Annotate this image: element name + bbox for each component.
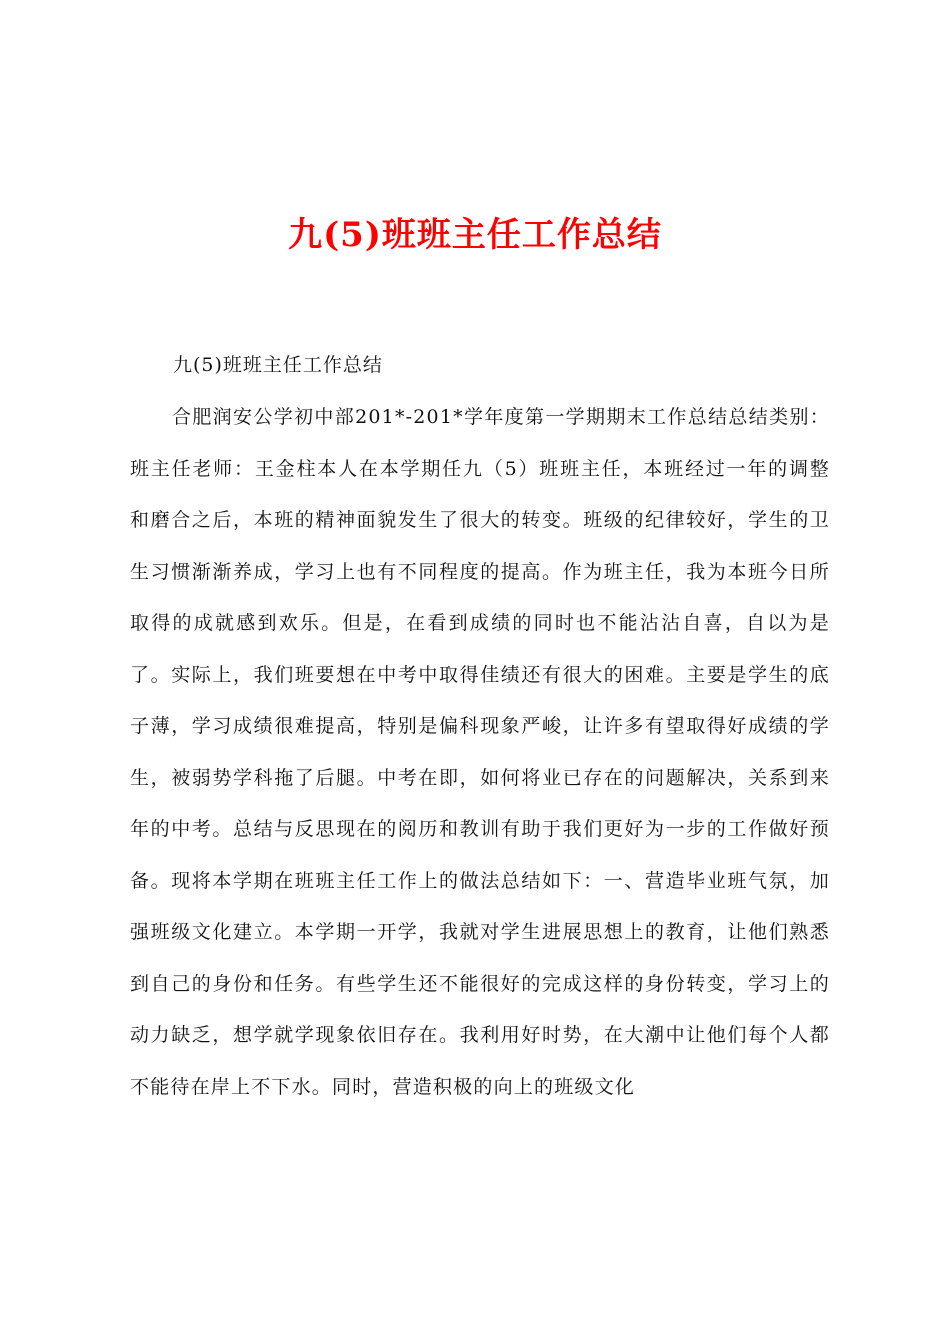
document-title: 九(5)班班主任工作总结: [288, 215, 662, 255]
body-paragraph: 合肥润安公学初中部201*-201*学年度第一学期期末工作总结总结类别：班主任老师：王金柱本人在本学期任九（5）班班主任，本班经过一年的调整和磨合之后，本班的精神面貌发生了很大的转变。班级的纪律较好，学生的卫生习惯渐渐养成，学习上也有不同程度的提高。作为班主任，我为本班今日所取得的成就感到欢乐。但是，在看到成绩的同时也不能沾沾自喜，自以为是了。实际上，我们班要想在中考中取得佳绩还有很大的困难。主要是学生的底子薄，学习成绩很难提高，特别是偏科现象严峻，让许多有望取得好成绩的学生，被弱势学科拖了后腿。中考在即，如何将业已存在的问题解决，关系到来年的中考。总结与反思现在的阅历和教训有助于我们更好为一步的工作做好预备。现将本学期在班班主任工作上的做法总结如下：一、营造毕业班气氛，加强班级文化建立。本学期一开学，我就对学生进展思想上的教育，让他们熟悉到自己的身份和任务。有些学生还不能很好的完成这样的身份转变，学习上的动力缺乏，想学就学现象依旧存在。我利用好时势，在大潮中让他们每个人都不能待在岸上不下水。同时，营造积极的向上的班级文化: [130, 406, 830, 1098]
document-subtitle: 九(5)班班主任工作总结: [173, 354, 383, 376]
